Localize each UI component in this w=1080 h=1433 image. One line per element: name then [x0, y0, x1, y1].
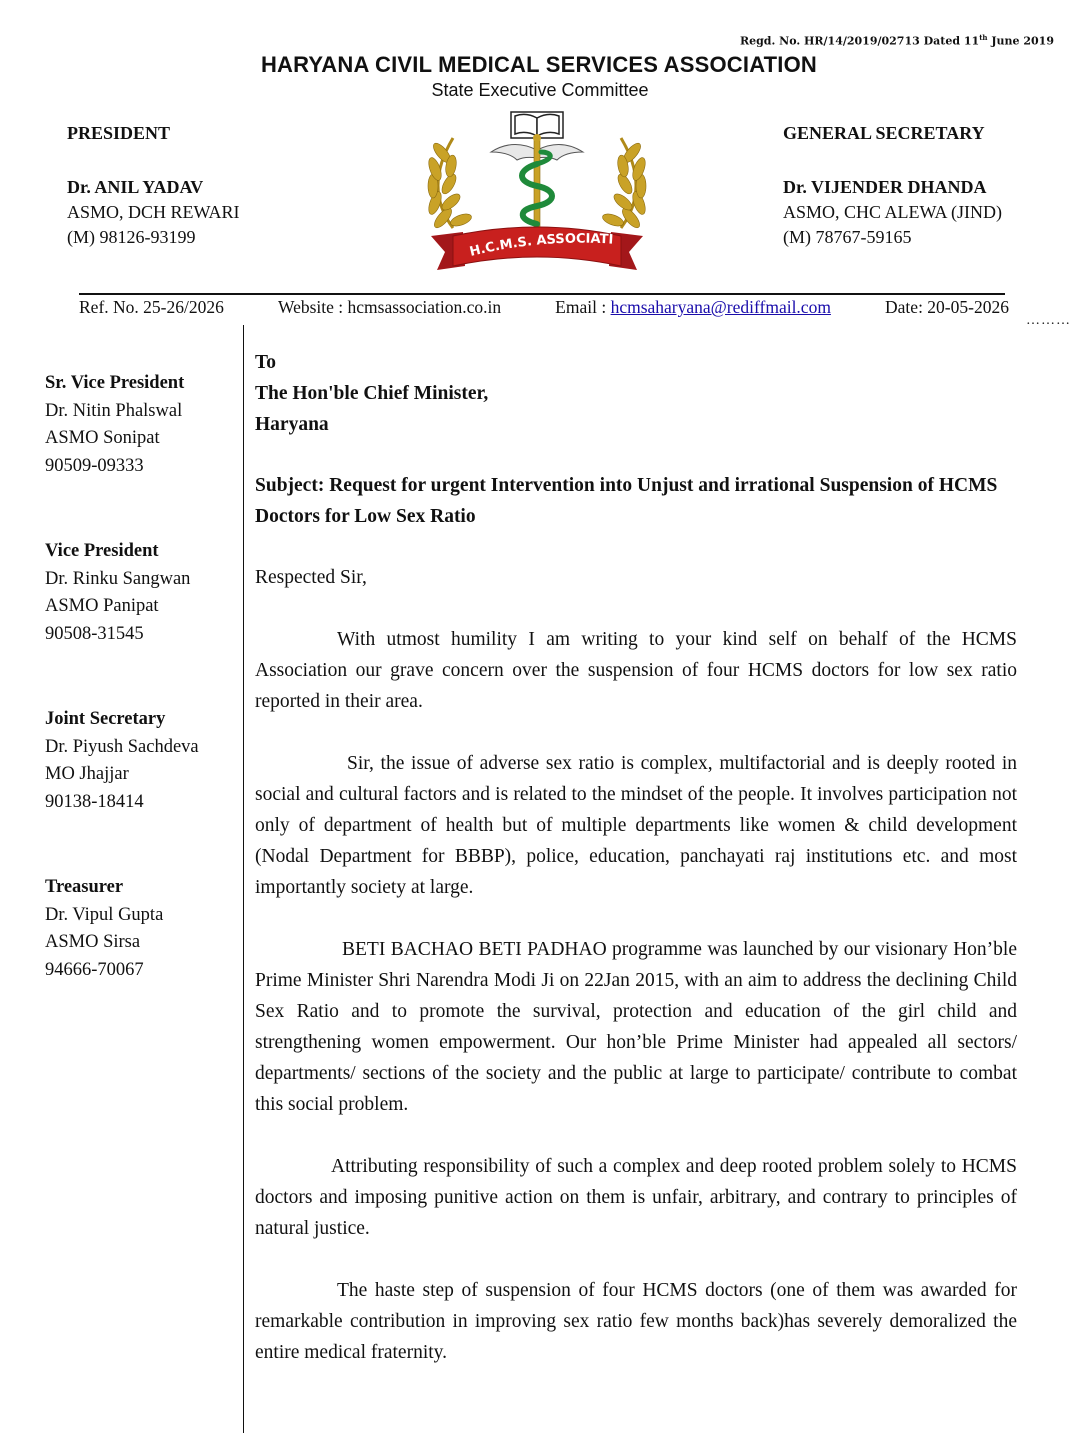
- sidebar-item-title: Treasurer: [45, 877, 124, 897]
- general-secretary-role: GENERAL SECRETARY: [783, 123, 985, 143]
- sidebar-item-post: ASMO Panipat: [45, 596, 159, 616]
- laurel-right-icon: [601, 138, 648, 230]
- office-bearers-sidebar: [45, 370, 240, 1042]
- sidebar-item-vice-president: [45, 538, 240, 648]
- sidebar-item-name: Dr. Piyush Sachdeva: [45, 736, 199, 757]
- association-logo: [413, 108, 661, 280]
- letter-salutation: Respected Sir,: [255, 567, 367, 588]
- letter-paragraph: With utmost humility I am writing to your kind self on behalf of the HCMS Association our grave concern over the suspension of four HCMS doctors for low sex ratio reported in their area.: [255, 629, 1017, 712]
- laurel-left-icon: [426, 138, 473, 230]
- president-phone: (M) 98126-93199: [67, 227, 196, 247]
- website: Website : hcmsassociation.co.in: [277, 297, 502, 317]
- sidebar-item-joint-secretary: [45, 706, 240, 816]
- sidebar-item-phone: 94666-70067: [45, 959, 144, 980]
- letter-addressee: The Hon'ble Chief Minister,: [255, 383, 489, 404]
- committee-subtitle: State Executive Committee: [431, 80, 649, 100]
- letter-state: Haryana: [255, 414, 329, 435]
- sidebar-item-phone: 90508-31545: [45, 623, 144, 644]
- logo-banner-text: H.C.M.S. ASSOCIATI: [468, 231, 614, 260]
- reference-number: Ref. No. 25-26/2026: [79, 297, 224, 317]
- letter-body: [255, 347, 1017, 1368]
- president-role: PRESIDENT: [67, 123, 171, 143]
- sidebar-item-name: Dr. Vipul Gupta: [45, 904, 164, 925]
- email-label: Email :: [555, 297, 611, 317]
- registration-number: Regd. No. HR/14/2019/02713 Dated 11th June 2019: [739, 33, 1054, 48]
- sidebar-divider: [243, 325, 244, 1433]
- sidebar-item-phone: 90509-09333: [45, 455, 144, 476]
- sidebar-item-treasurer: [45, 874, 240, 984]
- email-block: [555, 297, 831, 318]
- letter-subject: Subject: Request for urgent Intervention into Unjust and irrational Suspension of HCMS Doctors for Low Sex Ratio: [255, 475, 998, 527]
- letter-paragraph: Sir, the issue of adverse sex ratio is complex, multifactorial and is deeply rooted in social and cultural factors and is related to the mindset of the people. It involves participation not only of department of health but of multiple departments like women & child development (Nodal Department for BBBP), police, education, panchayati raj institutions etc. and most importantly society at large.: [255, 753, 1017, 898]
- sidebar-item-name: Dr. Rinku Sangwan: [45, 568, 191, 589]
- sidebar-item-title: Sr. Vice President: [45, 373, 185, 393]
- sidebar-item-sr-vice-president: [45, 370, 240, 480]
- sidebar-item-post: ASMO Sirsa: [45, 932, 141, 952]
- letter-to: To: [255, 352, 276, 373]
- letter-date: Date: 20-05-2026: [885, 297, 1009, 317]
- letter-paragraph: BETI BACHAO BETI PADHAO programme was launched by our visionary Hon’ble Prime Minister Shri Narendra Modi Ji on 22Jan 2015, with an aim to address the declining Child Sex Ratio and to promote the survival, protection and education of the girl child and strengthening women empowerment. Our hon’ble Prime Minister had appealed all sectors/ departments/ sections of the society and the public at large to participate/ contribute to combat this social problem.: [255, 939, 1017, 1115]
- sidebar-item-post: ASMO Sonipat: [45, 428, 160, 448]
- sidebar-item-phone: 90138-18414: [45, 791, 144, 812]
- general-secretary-name: Dr. VIJENDER DHANDA: [783, 177, 987, 197]
- general-secretary-post: ASMO, CHC ALEWA (JIND): [783, 202, 1003, 222]
- trailing-dots: ………: [1026, 313, 1071, 328]
- header-divider: [79, 293, 1005, 295]
- sidebar-item-title: Vice President: [45, 541, 159, 561]
- email-link[interactable]: hcmsaharyana@rediffmail.com: [610, 297, 831, 317]
- general-secretary-phone: (M) 78767-59165: [783, 227, 912, 247]
- letter-paragraph: Attributing responsibility of such a complex and deep rooted problem solely to HCMS doctors and imposing punitive action on them is unfair, arbitrary, and contrary to principles of natural justice.: [255, 1156, 1017, 1239]
- president-name: Dr. ANIL YADAV: [67, 177, 204, 197]
- organization-title: HARYANA CIVIL MEDICAL SERVICES ASSOCIATION: [260, 52, 818, 77]
- sidebar-item-title: Joint Secretary: [45, 709, 166, 729]
- president-post: ASMO, DCH REWARI: [67, 202, 240, 222]
- sidebar-item-name: Dr. Nitin Phalswal: [45, 400, 183, 421]
- reference-line: [79, 297, 1009, 318]
- general-secretary-block: [783, 121, 1002, 250]
- sidebar-item-post: MO Jhajjar: [45, 764, 129, 784]
- president-block: [67, 121, 240, 250]
- letter-paragraph: The haste step of suspension of four HCMS doctors (one of them was awarded for remarkable contribution in improving sex ratio few months back)has severely demoralized the entire medical fraternity.: [255, 1280, 1017, 1363]
